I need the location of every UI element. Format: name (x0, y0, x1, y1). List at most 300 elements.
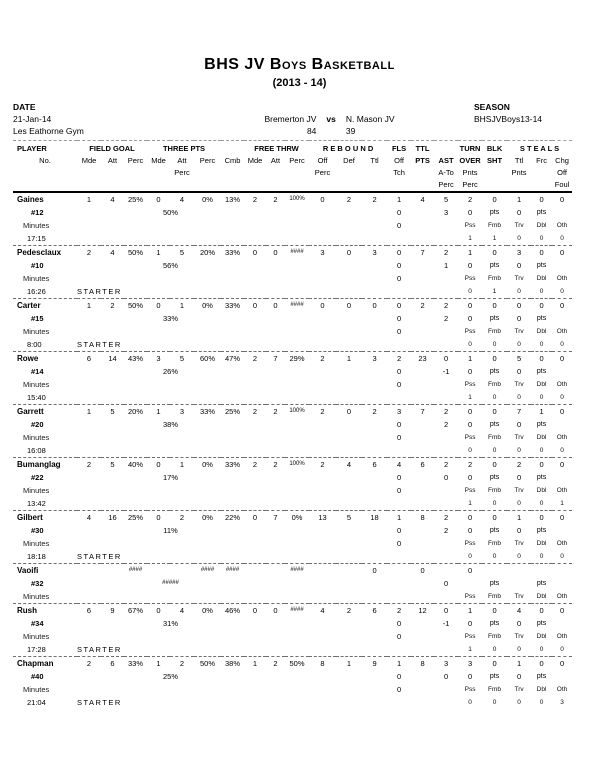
empty-cell (362, 206, 387, 219)
player-name: Rush (17, 606, 37, 615)
to-type-label: Oth (556, 633, 568, 640)
empty-cell (101, 312, 124, 325)
home-team-name: Bremerton JV (264, 114, 317, 124)
empty-cell (266, 537, 285, 550)
empty-cell (434, 378, 458, 391)
to-type-label: Pss (464, 222, 476, 229)
empty-cell (434, 643, 458, 657)
empty-cell (170, 272, 194, 285)
cell-stl-chg: 0 (559, 606, 565, 615)
empty-cell (77, 312, 101, 325)
cell-to-pts: 0 (467, 619, 473, 628)
empty-cell (194, 219, 221, 232)
minutes-label: Minutes (23, 380, 50, 389)
cell-stl-frc: 1 (539, 407, 544, 416)
empty-cell (266, 683, 285, 696)
empty-cell (336, 670, 362, 683)
empty-cell (147, 550, 170, 564)
empty-cell (309, 232, 336, 246)
cell-pts: 4 (420, 195, 425, 204)
empty-cell (309, 683, 336, 696)
empty-cell (77, 272, 101, 285)
empty-cell (244, 285, 266, 299)
empty-cell (170, 338, 194, 352)
empty-cell (362, 431, 387, 444)
cell-a-to: 2 (443, 314, 449, 323)
to-type-label: Trv (514, 434, 524, 441)
cell-blk: 0 (492, 460, 497, 469)
empty-cell (221, 365, 244, 378)
cell-fg-att: 4 (110, 248, 115, 257)
empty-cell (362, 550, 387, 564)
cell-stl-chg (552, 564, 572, 578)
empty-cell (309, 484, 336, 497)
empty-cell (411, 537, 434, 550)
starter-badge: STARTER (77, 338, 147, 352)
cell-tp-perc: 0% (202, 195, 213, 204)
cell-ast: 2 (443, 513, 449, 522)
empty-cell (434, 285, 458, 299)
empty-cell (362, 497, 387, 511)
pts-unit-label: pts (489, 262, 500, 269)
report-subtitle: (2013 - 14) (272, 77, 327, 89)
empty-cell (552, 259, 572, 272)
to-type-label: Fmb (488, 381, 502, 388)
player-name: Garrett (17, 407, 44, 416)
cell-fg-mde: 1 (86, 301, 92, 310)
to-break-value: 1 (482, 232, 507, 246)
cell-tp-att-perc: 25% (162, 672, 178, 681)
empty-cell (285, 497, 309, 511)
empty-cell (552, 471, 572, 484)
empty-cell (285, 577, 309, 590)
empty-cell (285, 378, 309, 391)
to-break-value: 1 (482, 285, 507, 299)
empty-cell (77, 617, 101, 630)
col-blk: BLK (482, 141, 507, 156)
empty-cell (362, 643, 387, 657)
players-body (13, 192, 572, 709)
to-type-label: Dbl (536, 686, 547, 693)
cell-stl-pts: 0 (516, 208, 522, 217)
empty-cell (266, 272, 285, 285)
empty-cell (170, 431, 194, 444)
pts-unit-label: pts (489, 315, 500, 322)
cell-tp-mde: 0 (156, 606, 161, 615)
empty-cell (266, 577, 285, 590)
cell-fg-perc: 50% (127, 248, 143, 257)
to-break-value: 0 (482, 643, 507, 657)
empty-cell (170, 537, 194, 550)
empty-cell (285, 418, 309, 431)
to-break-value: 0 (482, 338, 507, 352)
empty-cell (266, 590, 285, 604)
empty-cell (266, 285, 285, 299)
empty-cell (147, 179, 170, 192)
empty-cell (101, 537, 124, 550)
empty-cell (285, 232, 309, 246)
cell-reb-ttl: 9 (372, 659, 377, 668)
player-name: Chapman (17, 659, 54, 668)
cell-pts: 12 (418, 606, 427, 615)
cell-ft-perc: 0% (291, 513, 303, 522)
col-three-pts: THREE PTS (147, 141, 221, 156)
empty-cell (411, 670, 434, 683)
cell-to-pts: 0 (467, 367, 473, 376)
minutes-value: 15:40 (13, 391, 77, 405)
cell-ft-att: 2 (273, 460, 278, 469)
player-number: #10 (31, 261, 44, 270)
pts-unit-label: pts (489, 368, 500, 375)
cell-fg-mde: 4 (86, 513, 92, 522)
empty-cell (434, 431, 458, 444)
empty-cell (244, 206, 266, 219)
to-type-label: Pss (464, 686, 476, 693)
starter-badge: STARTER (77, 698, 122, 707)
empty-cell (309, 590, 336, 604)
to-break-value: 0 (507, 497, 531, 511)
empty-cell (266, 524, 285, 537)
cell-reb-ttl: 0 (372, 566, 377, 575)
cell-to-pts: 0 (467, 314, 473, 323)
col-frc: Frc (536, 156, 547, 165)
empty-cell (266, 630, 285, 643)
cell-ast: 2 (443, 460, 449, 469)
minutes-label: Minutes (13, 590, 77, 604)
cell-fg-att: 16 (108, 513, 117, 522)
cell-ft-mde: 0 (252, 301, 258, 310)
cell-blk: 0 (492, 606, 497, 615)
empty-cell (336, 338, 362, 352)
empty-cell (362, 617, 387, 630)
empty-cell (170, 219, 194, 232)
empty-cell (77, 365, 101, 378)
cell-fls-x: 0 (396, 221, 402, 230)
empty-cell (194, 524, 221, 537)
minutes-label: Minutes (23, 433, 50, 442)
cell-stl-pts: 0 (516, 314, 522, 323)
to-type-label: Pss (464, 381, 476, 388)
cell-tp-att: 2 (179, 513, 185, 522)
empty-cell (147, 590, 170, 604)
to-break-value: 0 (492, 699, 497, 706)
to-break-value: 0 (531, 444, 552, 458)
empty-cell (244, 259, 266, 272)
empty-cell (77, 471, 101, 484)
empty-cell (221, 471, 244, 484)
empty-cell (147, 431, 170, 444)
empty-cell (285, 431, 309, 444)
cell-fls: Off (394, 156, 404, 165)
empty-cell (411, 524, 434, 537)
cell-stl-ttl: 2 (516, 460, 522, 469)
cell-a-to: 0 (443, 473, 449, 482)
empty-cell (362, 444, 387, 458)
cell-cmb-perc: 46% (224, 606, 240, 615)
cell-cmb-perc: 38% (224, 659, 240, 668)
cell-fls: 4 (396, 460, 402, 469)
empty-cell (336, 325, 362, 338)
minutes-value: 18:18 (13, 550, 77, 564)
empty-cell (124, 484, 147, 497)
empty-cell (124, 259, 147, 272)
cell-fg-perc: 25% (127, 195, 143, 204)
empty-cell (362, 391, 387, 405)
empty-cell (362, 272, 387, 285)
empty-cell (552, 617, 572, 630)
empty-cell (266, 338, 285, 352)
empty-cell (387, 338, 411, 352)
empty-cell (336, 471, 362, 484)
empty-cell (411, 272, 434, 285)
empty-cell (124, 312, 147, 325)
cell-ast: 2 (443, 301, 449, 310)
cell-fg-att: 6 (110, 659, 115, 668)
cell-stl-frc (531, 564, 552, 578)
empty-cell (309, 312, 336, 325)
cell-tp-att-perc: 38% (162, 420, 178, 429)
cell-tp-perc: #### (200, 567, 215, 573)
cell-fls-tch: 0 (396, 526, 402, 535)
empty-cell (124, 219, 147, 232)
starter-badge (77, 444, 147, 458)
minutes-label: Minutes (23, 327, 50, 336)
cell-blk (482, 564, 507, 578)
empty-cell (170, 179, 194, 192)
cell-stl-pts (507, 577, 531, 590)
empty-cell (336, 206, 362, 219)
empty-cell (434, 550, 458, 564)
empty-cell (77, 524, 101, 537)
empty-cell (244, 696, 266, 709)
empty-cell (309, 617, 336, 630)
empty-cell (434, 232, 458, 246)
empty-cell (244, 179, 266, 192)
cell-fg-mde: 6 (86, 606, 92, 615)
cell-fls: 2 (396, 354, 402, 363)
empty-cell (244, 484, 266, 497)
empty-cell (411, 232, 434, 246)
empty-cell (221, 259, 244, 272)
empty-cell (124, 590, 147, 604)
empty-cell (266, 484, 285, 497)
player-number: #20 (31, 420, 44, 429)
col-to-pnts: Pnts (462, 168, 478, 177)
empty-cell (77, 537, 101, 550)
empty-cell (309, 338, 336, 352)
to-break-value: 0 (552, 643, 572, 657)
date-value: 21-Jan-14 (13, 114, 52, 124)
empty-cell (434, 272, 458, 285)
cell-fls-x (387, 590, 411, 604)
empty-cell (194, 206, 221, 219)
empty-cell (221, 338, 244, 352)
empty-cell (221, 431, 244, 444)
to-break-value: 1 (552, 497, 572, 511)
to-break-value: 1 (458, 497, 482, 511)
minutes-value: 17:15 (13, 232, 77, 246)
cell-ft-perc: Perc (289, 156, 305, 165)
empty-cell (285, 259, 309, 272)
empty-cell (221, 484, 244, 497)
empty-cell (77, 431, 101, 444)
empty-cell (77, 670, 101, 683)
cell-fls: 1 (396, 195, 402, 204)
empty-cell (411, 590, 434, 604)
empty-cell (411, 444, 434, 458)
empty-cell (362, 670, 387, 683)
empty-cell (336, 550, 362, 564)
to-break-value: 0 (552, 444, 572, 458)
empty-cell (434, 219, 458, 232)
empty-cell (147, 683, 170, 696)
player-number: #30 (31, 526, 44, 535)
cell-tp-att: 4 (179, 606, 185, 615)
empty-cell (221, 524, 244, 537)
empty-cell (285, 325, 309, 338)
to-type-label: Pss (464, 540, 476, 547)
empty-cell (336, 577, 362, 590)
empty-cell (124, 325, 147, 338)
cell-reb-def: 1 (346, 659, 352, 668)
minutes-label: Minutes (23, 539, 50, 548)
cell-stl-ttl: 0 (516, 301, 522, 310)
cell-reb-ttl: 6 (372, 460, 377, 469)
col-rebound: R E B O U N D (309, 141, 387, 156)
cell-ft-mde: 0 (252, 248, 258, 257)
empty-cell (170, 630, 194, 643)
minutes-value: 17:28 (13, 643, 77, 657)
cell-ft-att: 0 (273, 606, 278, 615)
empty-cell (309, 550, 336, 564)
cell-fls-x: 0 (396, 380, 402, 389)
empty-cell (124, 365, 147, 378)
cell-reb-ttl: 2 (372, 407, 377, 416)
season-label: SEASON (474, 102, 510, 112)
home-score: 84 (306, 126, 317, 136)
empty-cell (434, 484, 458, 497)
cell-to-pts: 0 (467, 473, 473, 482)
empty-cell (77, 206, 101, 219)
cell-fls-tch: 0 (396, 208, 402, 217)
cell-fg-perc: Perc (127, 156, 144, 165)
cell-stl-pts: 0 (516, 526, 522, 535)
cell-tp-perc: 60% (199, 354, 215, 363)
cell-reb-ttl: 0 (372, 301, 377, 310)
pts-unit-label: pts (536, 673, 547, 680)
cell-stl-ttl (507, 564, 531, 578)
empty-cell (244, 630, 266, 643)
empty-cell (362, 418, 387, 431)
cell-fls-tch: 0 (396, 314, 402, 323)
empty-cell (194, 338, 221, 352)
empty-cell (194, 590, 221, 604)
cell-tp-mde: Mde (151, 156, 166, 165)
empty-cell (221, 444, 244, 458)
cell-fg-perc: 33% (127, 659, 143, 668)
empty-cell (309, 696, 336, 709)
pts-unit-label: pts (536, 474, 547, 481)
to-break-value: 0 (468, 699, 472, 706)
cell-stl-pts: 0 (516, 473, 522, 482)
empty-cell (552, 524, 572, 537)
cell-stl-pts: 0 (516, 672, 522, 681)
to-type-label: Trv (514, 540, 524, 547)
empty-cell (309, 670, 336, 683)
player-number: #15 (31, 314, 44, 323)
empty-cell (336, 484, 362, 497)
empty-cell (411, 167, 434, 179)
cell-ft-att: 2 (273, 407, 278, 416)
minutes-value: 13:42 (13, 497, 77, 511)
cell-fg-mde: 2 (86, 248, 92, 257)
cell-tp-mde: 0 (156, 301, 161, 310)
empty-cell (147, 232, 170, 246)
to-type-label: Dbl (536, 275, 547, 282)
empty-cell (244, 431, 266, 444)
empty-cell (309, 179, 336, 192)
empty-cell (552, 312, 572, 325)
empty-cell (244, 683, 266, 696)
cell-tp-att-perc: 17% (162, 473, 178, 482)
empty-cell (362, 590, 387, 604)
empty-cell (170, 683, 194, 696)
empty-cell (221, 630, 244, 643)
empty-cell (77, 219, 101, 232)
cell-reb-def: Def (343, 156, 355, 165)
empty-cell (124, 431, 147, 444)
empty-cell (362, 232, 387, 246)
cell-turnover: 1 (467, 248, 473, 257)
empty-cell (336, 285, 362, 299)
empty-cell (266, 378, 285, 391)
away-score: 39 (345, 126, 356, 136)
to-break-value: 0 (507, 232, 531, 246)
empty-cell (101, 365, 124, 378)
empty-cell (336, 378, 362, 391)
empty-cell (336, 444, 362, 458)
empty-cell (170, 497, 194, 511)
cell-turnover: 0 (467, 513, 473, 522)
to-type-label: Dbl (536, 381, 547, 388)
cell-ft-mde: Mde (247, 156, 263, 165)
cell-fls: 0 (396, 301, 402, 310)
empty-cell (266, 167, 285, 179)
col-fls: FLS (387, 141, 411, 156)
empty-cell (101, 259, 124, 272)
empty-cell (411, 219, 434, 232)
cell-ft-perc: 100% (289, 408, 305, 414)
empty-cell (13, 167, 77, 179)
cell-cmb-perc: 47% (224, 354, 240, 363)
cell-tp-att: 5 (179, 248, 185, 257)
cell-stl-chg: 0 (559, 301, 565, 310)
empty-cell (244, 232, 266, 246)
to-break-value: 0 (531, 497, 552, 511)
to-type-label: Oth (556, 434, 568, 441)
cell-ft-perc: #### (290, 302, 304, 308)
empty-cell (531, 167, 552, 179)
cell-blk: 0 (492, 659, 497, 668)
empty-cell (170, 484, 194, 497)
to-break-value: 0 (507, 285, 531, 299)
cell-fg-mde (77, 564, 101, 578)
starter-badge: STARTER (77, 285, 147, 299)
empty-cell (170, 643, 194, 657)
cell-ft-mde: 0 (252, 513, 258, 522)
minutes-label: Minutes (23, 486, 50, 495)
empty-cell (194, 670, 221, 683)
